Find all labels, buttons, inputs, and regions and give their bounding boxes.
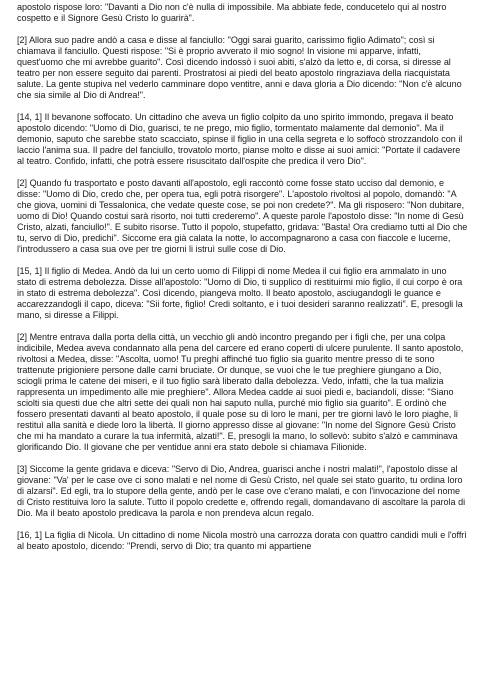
paragraph-6: [2] Mentre entrava dalla porta della città, un vecchio gli andò incontro pregando per i figli che, per una colpa indicibile, Medea aveva condannato alla pena del carcere ed erano coperti di ulcere purulente. Il santo apostolo, rivoltosi a Medea, disse: "Ascolta, uomo! Tu preghi affinché tuo figlio sia guarito mentre presso di te sono trattenute prigioniere persone dalle carni bruciate. Or dunque, se vuoi che le tue preghiere giungano a Dio, sciogli prima le catene dei miseri, e il tuo figlio sarà liberato dalla debolezza. Vedo, infatti, che la tua malizia rappresenta un impedimento alle mie preghiere". Allora Medea cadde ai suoi piedi e, baciandoli, disse: "Siano sciolti sia questi due che altri sette dei quali non hai saputo nulla, purché mio figlio sia guarito". E ordinò che fossero presentati davanti al beato apostolo, il quale pose su di loro le mani, per tre giorni lavò le loro piaghe, li restituì alla sanità e diede loro la libertà. Il giorno appresso disse al giovane: "In nome del Signore Gesù Cristo che mi ha mandato a curare la tua infermità, alzati!". E, presogli la mano, lo sollevò: subito s'alzò e camminava glorificando Dio. Il giovane che per ventidue anni era stato debole si chiamava Filionide. — [17, 332, 464, 452]
paragraph-4: [2] Quando fu trasportato e posto davanti all'apostolo, egli raccontò come fosse stato ucciso dal demonio, e disse: "Uomo di Dio, credo che, per opera tua, egli potrà risorgere". L'apostolo rivoltosi al popolo, domandò: "A che giova, uomini di Tessalonica, che vedate queste cose, se poi non credete?". Ma gli risposero: "Non dubitare, uomo di Dio! Quando costui sarà risorto, noi tutti crederemo". A queste parole l'apostolo disse: "In nome di Gesù Cristo, alzati, fanciullo!". E subito risorse. Tutto il popolo, stupefatto, gridava: "Basta! Ora crediamo tutti al Dio che tu, servo di Dio, predichi". Siccome era già calata la notte, lo accompagnarono a casa con fiaccole e lucerne, l'introdussero a casa sua ove per tre giorni li istruì sulle cose di Dio. — [17, 178, 468, 254]
paragraph-8: [16, 1] La figlia di Nicola. Un cittadino di nome Nicola mostrò una carrozza dorata con quattro candidi muli e l'offrì al beato apostolo, dicendo: "Prendi, servo di Dio; tra quanto mi appartiene — [17, 530, 467, 551]
paragraph-5: [15, 1] Il figlio di Medea. Andò da lui un certo uomo di Filippi di nome Medea il cui figlio era ammalato in uno stato di estrema debolezza. Disse all'apostolo: "Uomo di Dio, ti supplico di restituirmi mio figlio, il cui corpo è ora in stato di estrema debolezza". Così dicendo, piangeva molto. Il beato apostolo, asciugandogli le guance e accarezzandogli il capo, diceva: "Sii forte, figlio! Credi soltanto, e i tuoi desideri saranno realizzati". E, presogli la mano, si diresse a Filippi. — [17, 266, 463, 320]
paragraph-3: [14, 1] Il bevanone soffocato. Un cittadino che aveva un figlio colpito da uno spirito immondo, pregava il beato apostolo dicendo: "Uomo di Dio, guarisci, te ne prego, mio figlio, tormentato malamente dal demonio". Ma il demonio, saputo che sarebbe stato scacciato, spinse il figlio in una cella segreta e lo soffocò strozzandolo con il laccio l'anima sua. Il padre del fanciullo, trovatolo morto, pianse molto e disse ai suoi amici: "Portate il cadavere al teatro. Confido, infatti, che potrà essere risuscitato dall'ospite che predica il vero Dio". — [17, 112, 463, 166]
document-page — [17, 2, 468, 563]
paragraph-2: [2] Allora suo padre andò a casa e disse al fanciullo: "Oggi sarai guarito, carissimo figlio Adimato"; così si chiamava il fanciullo. Questi rispose: "Si è proprio avverato il mio sogno! In visione mi apparve, infatti, quest'uomo che mi avrebbe guarito". Così dicendo indossò i suoi abiti, s'alzò da letto e, di corsa, si diresse al teatro per non essere seguito dai parenti. Prostratosi ai piedi del beato apostolo ringraziava della riacquistata salute. La gente stupiva nel vederlo camminare dopo ventitre, anni e dava gloria a Dio dicendo: "Non c'è alcuno che sia simile al Dio di Andrea!". — [17, 35, 462, 100]
paragraph-1: apostolo rispose loro: "Davanti a Dio non c'è nulla di impossibile. Ma abbiate fede, conducetelo qui al nostro cospetto e il Signore Gesù Cristo lo guarirà". — [17, 2, 447, 23]
paragraph-7: [3] Siccome la gente gridava e diceva: "Servo di Dio, Andrea, guarisci anche i nostri malati!", l'apostolo disse al giovane: "Va' per le case ove ci sono malati e nel nome di Gesù Cristo, nel quale sei stato guarito, tu ordina loro di alzarsi". Ed egli, tra lo stupore della gente, andò per le case ove c'erano malati, e con l'invocazione del nome di Cristo restituiva loro la salute. Tutto il popolo credette e, offrendo regali, domandavano di ascoltare la parola di Dio. Ma il beato apostolo predicava la parola e non prendeva alcun regalo. — [17, 464, 466, 518]
